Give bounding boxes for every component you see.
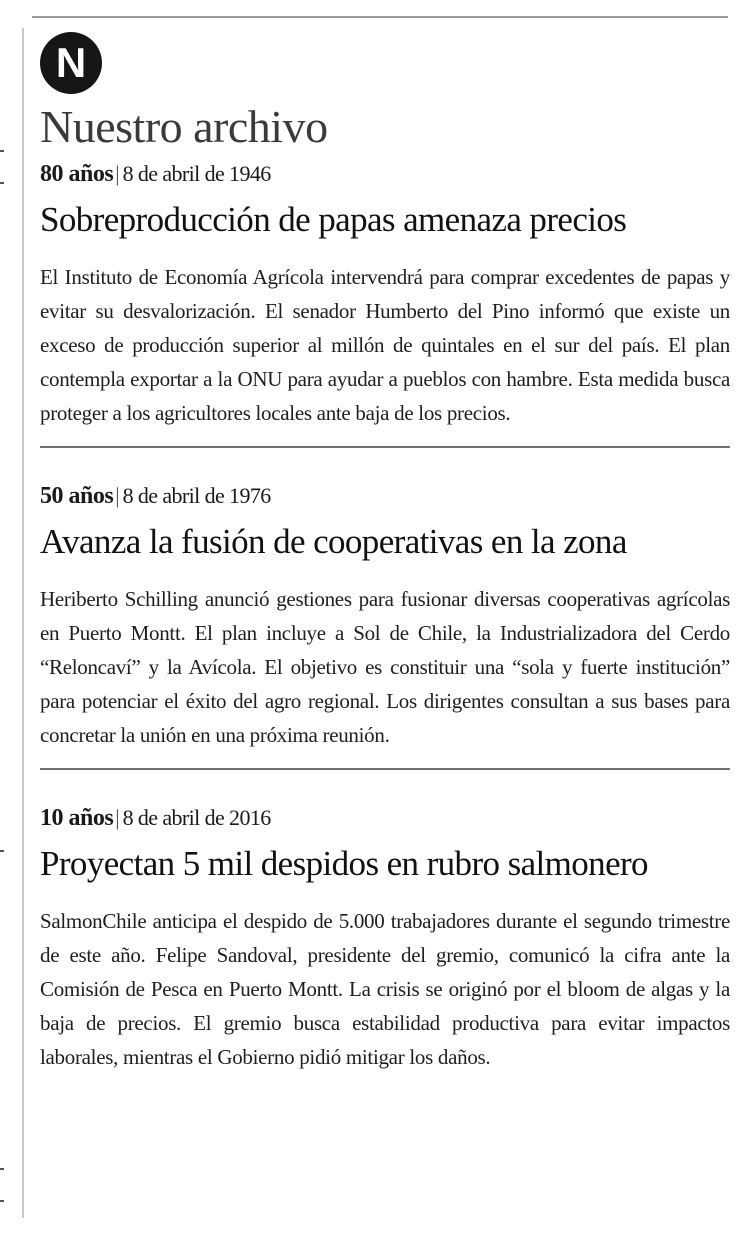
article-divider [40,768,730,770]
years-ago: 10 años [40,805,114,831]
article-headline: Proyectan 5 mil despidos en rubro salmonero [40,844,648,883]
archive-column [40,30,730,1074]
dateline-separator: | [115,483,120,508]
margin-tick [0,182,4,184]
column-rule [22,28,24,1218]
article-headline: Avanza la fusión de cooperativas en la zona [40,522,627,561]
years-ago: 50 años [40,483,114,509]
logo-letter: N [55,39,87,86]
archive-article [40,160,730,448]
newspaper-logo [40,32,102,94]
article-divider [40,446,730,448]
article-dateline [40,482,730,510]
archive-article [40,482,730,770]
article-date: 8 de abril de 1976 [122,483,271,508]
dateline-separator: | [115,805,120,830]
margin-tick [0,150,4,152]
article-body: SalmonChile anticipa el despido de 5.000 trabajadores durante el segundo trimestre de este año. Felipe Sandoval, presidente del gremio, comunicó la cifra ante la Comisión de Pesca en Puerto Montt. La crisis se originó por el bloom de algas y la baja de precios. El gremio busca estabilidad productiva para evitar impactos laborales, mientras el Gobierno pidió mitigar los daños. [40,909,730,1069]
margin-tick [0,1200,4,1202]
article-dateline [40,160,730,188]
section-title: Nuestro archivo [40,101,328,152]
article-date: 8 de abril de 2016 [122,805,271,830]
article-date: 8 de abril de 1946 [122,161,271,186]
years-ago: 80 años [40,161,114,187]
article-body: El Instituto de Economía Agrícola intervendrá para comprar excedentes de papas y evitar su desvalorización. El senador Humberto del Pino informó que existe un exceso de producción superior al millón de quintales en el sur del país. El plan contempla exportar a la ONU para ayudar a pueblos con hambre. Esta medida busca proteger a los agricultores locales ante baja de los precios. [40,265,730,425]
top-rule [32,16,728,18]
article-body: Heriberto Schilling anunció gestiones para fusionar diversas cooperativas agrícolas en Puerto Montt. El plan incluye a Sol de Chile, la Industrializadora del Cerdo “Reloncaví” y la Avícola. El objetivo es constituir una “sola y fuerte institución” para potenciar el éxito del agro regional. Los dirigentes consultan a sus bases para concretar la unión en una próxima reunión. [40,587,730,747]
dateline-separator: | [115,161,120,186]
margin-tick [0,850,4,852]
article-headline: Sobreproducción de papas amenaza precios [40,200,627,239]
margin-tick [0,1168,4,1170]
article-dateline [40,804,730,832]
archive-article [40,804,730,1074]
